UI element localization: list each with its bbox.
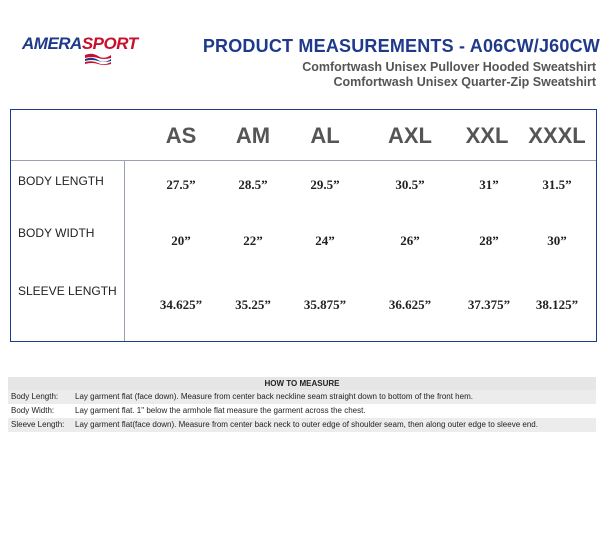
measure-instruction: Lay garment flat (face down). Measure from center back neckline seam straight down to bottom of the front hem. <box>75 392 473 401</box>
row-label-sleeve-length: SLEEVE LENGTH <box>18 284 117 298</box>
product-subtitle-hooded: Comfortwash Unisex Pullover Hooded Sweatshirt <box>302 60 596 74</box>
table-cell: 35.875” <box>303 297 347 312</box>
table-cell: 30” <box>547 233 567 248</box>
flag-swoosh-icon <box>84 52 112 66</box>
table-cell: 30.5” <box>395 177 425 192</box>
measure-term: Body Width: <box>11 406 55 415</box>
table-cell: 26” <box>400 233 420 248</box>
logo-text-amera: AMERA <box>22 34 82 53</box>
row-label-body-width: BODY WIDTH <box>18 226 95 240</box>
table-cell: 24” <box>315 233 335 248</box>
list-item <box>8 404 596 418</box>
size-header-xxxl: XXXL <box>528 123 586 148</box>
table-label-divider <box>124 160 125 341</box>
measurements-table <box>10 109 597 342</box>
how-to-measure-section <box>8 377 596 432</box>
table-cell: 29.5” <box>310 177 340 192</box>
table-cell: 20” <box>171 233 191 248</box>
product-subtitle-quarter-zip: Comfortwash Unisex Quarter-Zip Sweatshirt <box>333 75 596 89</box>
table-cell: 38.125” <box>535 297 579 312</box>
measure-term: Sleeve Length: <box>11 420 65 429</box>
row-label-body-length: BODY LENGTH <box>18 174 104 188</box>
table-header-divider <box>11 160 596 161</box>
measure-instruction: Lay garment flat(face down). Measure from center back neck to outer edge of shoulder seam, then along outer edge to sleeve end. <box>75 420 538 429</box>
table-cell: 31.5” <box>542 177 572 192</box>
size-header-axl: AXL <box>388 123 432 148</box>
size-header-al: AL <box>310 123 340 148</box>
size-header-as: AS <box>165 123 197 148</box>
how-to-measure-title: HOW TO MEASURE <box>8 377 596 390</box>
logo-text-sport: SPORT <box>81 34 138 53</box>
table-cell: 35.25” <box>235 297 271 312</box>
table-cell: 37.375” <box>467 297 511 312</box>
table-cell: 36.625” <box>388 297 432 312</box>
table-cell: 31” <box>479 177 499 192</box>
table-cell: 22” <box>243 233 263 248</box>
table-cell: 28.5” <box>238 177 268 192</box>
page-title: PRODUCT MEASUREMENTS - A06CW/J60CW <box>202 36 600 56</box>
size-header-am: AM <box>235 123 271 148</box>
measure-term: Body Length: <box>11 392 59 401</box>
table-cell: 34.625” <box>159 297 203 312</box>
list-item <box>8 390 596 404</box>
table-cell: 28” <box>479 233 499 248</box>
amerasport-logo <box>22 34 162 68</box>
measure-instruction: Lay garment flat. 1" below the armhole flat measure the garment across the chest. <box>75 406 366 415</box>
size-header-xxl: XXL <box>465 123 509 148</box>
list-item <box>8 418 596 432</box>
table-cell: 27.5” <box>166 177 196 192</box>
